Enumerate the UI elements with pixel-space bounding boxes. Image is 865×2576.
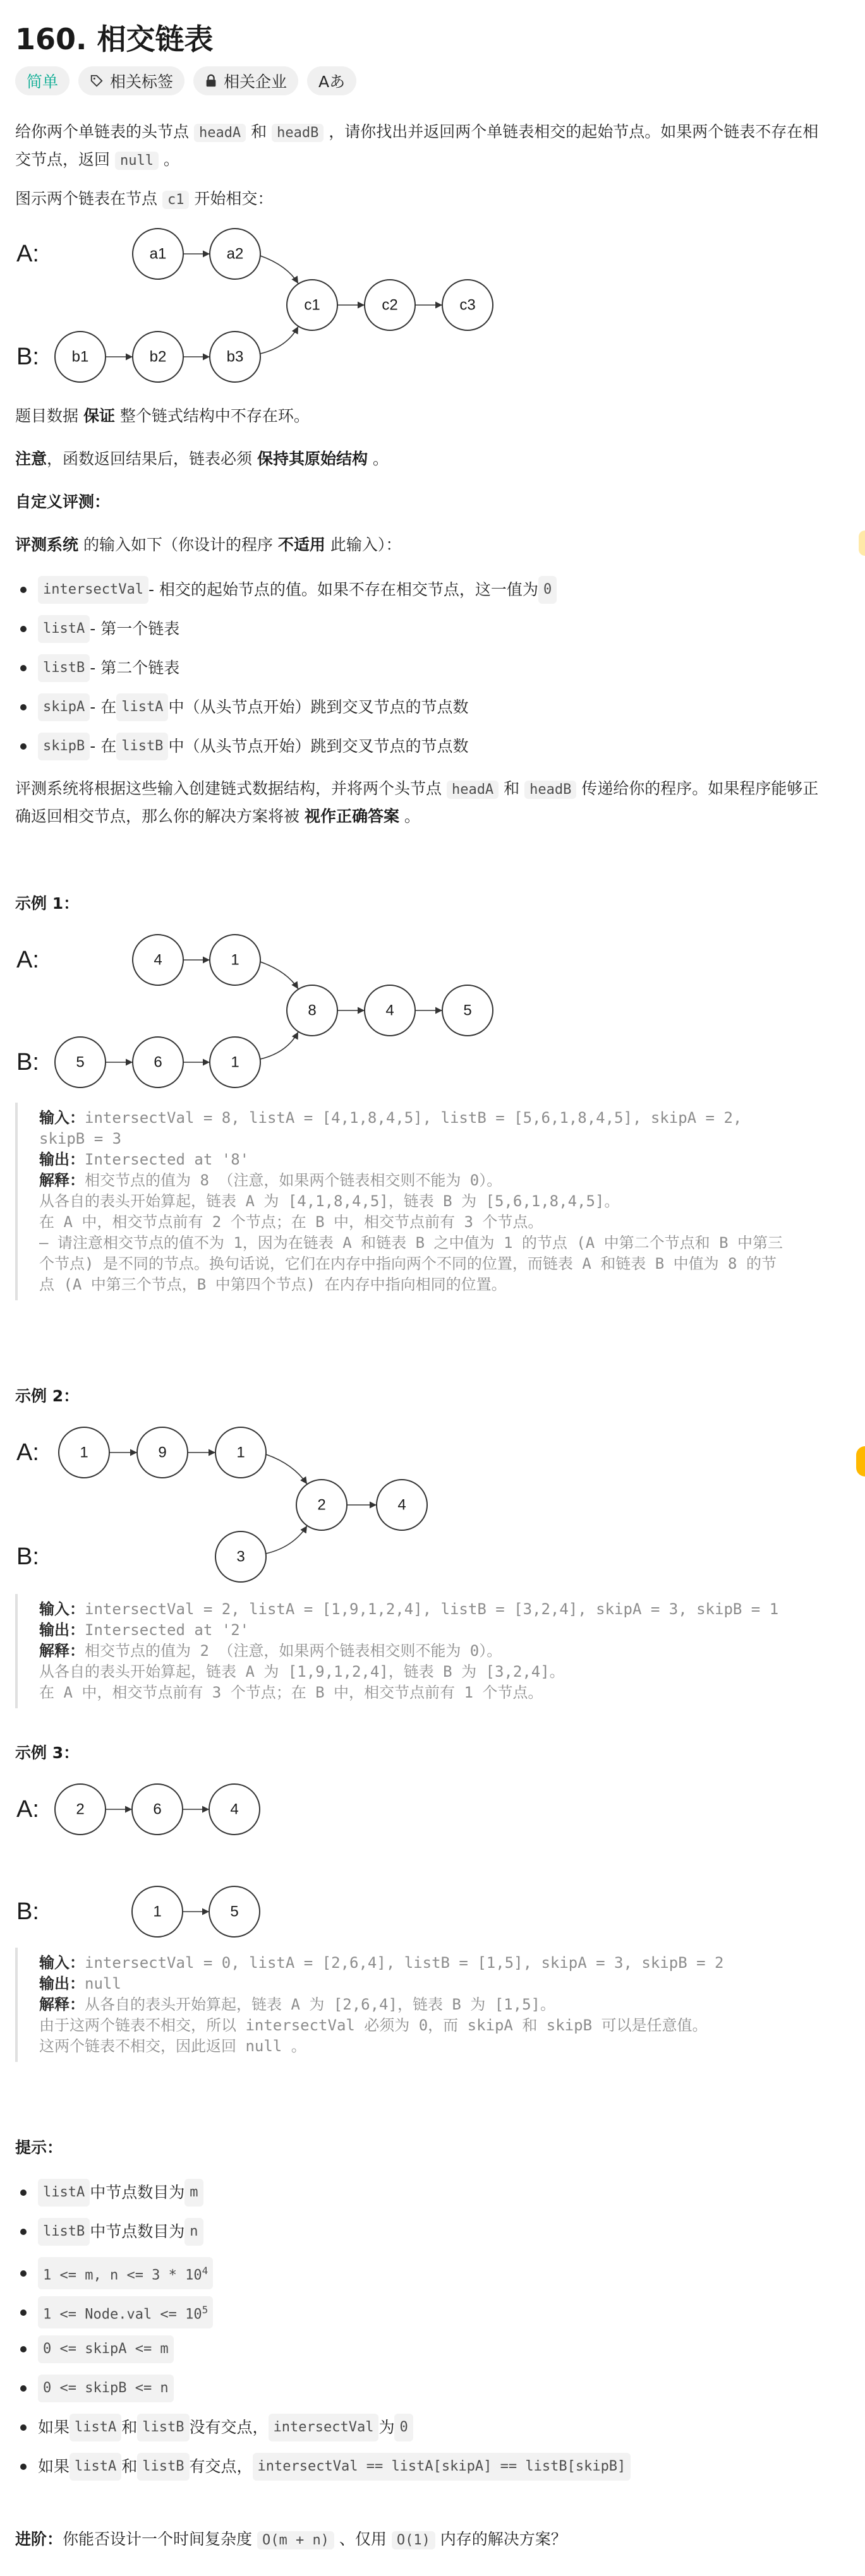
node-a1: [133, 935, 183, 985]
custom-judge-heading: 自定义评测：: [15, 493, 111, 511]
node-b1: [55, 1037, 106, 1087]
node-label: 4: [397, 1496, 406, 1514]
node-a1: [133, 229, 183, 279]
intersection-diagram: [15, 221, 508, 392]
node-label: 4: [154, 951, 162, 969]
node-c2: [365, 985, 415, 1036]
node-label: 1: [80, 1444, 88, 1461]
node-label: 5: [463, 1002, 472, 1019]
link-arrow: [266, 1454, 307, 1484]
node-label: c1: [304, 296, 320, 314]
judge-output-note: 评测系统将根据这些输入创建链式数据结构，并将两个头节点 headA 和 headB 传递给你的程序。如果程序能够正 确返回相交节点，那么你的解决方案将被 视作正确答案 。: [15, 779, 819, 825]
example-1-block: 输入：intersectVal = 8, listA = [4,1,8,4,5], listB = [5,6,1,8,4,5], skipA = 2, skipB = 3 输出：Intersected at '8' 解释：相交节点的值为 8 （注意，如果两个链表相交则不能为 0）。 从各自的表头开始算起，链表 A 为 [4,1,8,4,5]，链表 B 为 [5,6,1,8,4,5]。 在 A 中，相交节点前有 2 个节点；在 B 中，相交节点前有 3 个节点。 — 请注意相交节点的值不为 1，因为在链表 A 和链表 B 之中值为 1 的节点 (A 中第二个节点和 B 中第三 个节点) 是不同的节点。换句话说，它们在内存中指向两个不同的位置，而链表 A 和链表 B 中值为 8 的节 点 (A 中第三个节点，B 中第四个节点) 在内存中指向相同的位置。: [15, 1103, 861, 1300]
node-label: c2: [382, 296, 398, 314]
structure-note: 注意，函数返回结果后，链表必须 保持其原始结构 。: [15, 450, 389, 468]
node-b2: [133, 1037, 183, 1087]
side-decoration: [859, 530, 865, 556]
tag-bar: [15, 66, 356, 95]
node-label: 6: [154, 1053, 162, 1071]
link-arrow: [266, 1526, 307, 1554]
node-a1: [55, 1784, 106, 1835]
list-item: listA 中节点数目为 m: [15, 2179, 203, 2207]
list-item: 如果 listA 和 listB 没有交点， intersectVal 为 0: [15, 2414, 413, 2441]
node-label: c3: [459, 296, 476, 314]
node-c3: [442, 985, 493, 1036]
node-label: 4: [230, 1800, 239, 1818]
node-label: b3: [226, 348, 244, 366]
node-c3: [442, 280, 493, 330]
example-3-block: 输入：intersectVal = 0, listA = [2,6,4], listB = [1,5], skipA = 3, skipB = 2 输出：null 解释：从各自的表头开始算起，链表 A 为 [2,6,4]，链表 B 为 [1,5]。 由于这两个链表不相交，所以 intersectVal 必须为 0，而 skipA 和 skipB 可以是任意值。 这两个链表不相交，因此返回 null 。: [15, 1948, 861, 2062]
tag-icon: [90, 74, 104, 88]
hints-heading: 提示：: [15, 2138, 63, 2157]
node-label: 1: [153, 1903, 162, 1920]
no-cycle-note: 题目数据 保证 整个链式结构中不存在环。: [15, 407, 310, 425]
node-b3: [210, 332, 260, 382]
node-label: a2: [226, 245, 244, 263]
example-2-block: 输入：intersectVal = 2, listA = [1,9,1,2,4], listB = [3,2,4], skipA = 3, skipB = 1 输出：Intersected at '2' 解释：相交节点的值为 2 （注意，如果两个链表相交则不能为 0）。 从各自的表头开始算起，链表 A 为 [1,9,1,2,4]，链表 B 为 [3,2,4]。 在 A 中，相交节点前有 3 个节点；在 B 中，相交节点前有 1 个节点。: [15, 1594, 861, 1708]
node-label: 5: [230, 1903, 239, 1920]
node-a3: [215, 1427, 266, 1478]
node-label: 4: [385, 1002, 394, 1019]
link-arrow: [260, 962, 298, 989]
list-item: intersectVal - 相交的起始节点的值。如果不存在相交节点，这一值为 0: [15, 576, 557, 604]
node-label: 3: [236, 1548, 245, 1566]
node-label: 8: [308, 1002, 317, 1019]
list-item: skipA - 在 listA 中（从头节点开始）跳到交叉节点的节点数: [15, 693, 468, 721]
node-c1: [296, 1480, 347, 1530]
node-b1: [55, 332, 106, 382]
font-size-button[interactable]: [307, 66, 356, 95]
lock-icon: [205, 74, 217, 88]
example-3-diagram: [15, 1771, 521, 1942]
description-paragraph: 给你两个单链表的头节点 headA 和 headB ，请你找出并返回两个单链表相交的起始节点。如果两个链表不存在相 交节点，返回 null 。: [15, 123, 819, 169]
list-item: listB - 第二个链表: [15, 654, 179, 682]
list-item: skipB - 在 listB 中（从头节点开始）跳到交叉节点的节点数: [15, 733, 468, 760]
list-item: listA - 第一个链表: [15, 615, 179, 643]
node-b1: [132, 1886, 183, 1937]
list-item: listB 中节点数目为 n: [15, 2218, 203, 2246]
node-label: 2: [317, 1496, 326, 1514]
list-item: 如果 listA 和 listB 有交点， intersectVal == listA[skipA] == listB[skipB]: [15, 2453, 631, 2481]
node-a2: [210, 935, 260, 985]
node-label: 9: [158, 1444, 167, 1461]
list-b-label: B:: [16, 1049, 39, 1075]
list-item: 0 <= skipA <= m: [15, 2335, 174, 2363]
example-2-heading: 示例 2：: [15, 1387, 80, 1405]
list-a-label: A:: [16, 241, 39, 267]
node-b1: [215, 1531, 266, 1582]
node-label: a1: [149, 245, 167, 263]
node-c1: [287, 280, 337, 330]
list-a-label: A:: [16, 947, 39, 973]
link-arrow: [260, 1032, 298, 1059]
figure-caption: 图示两个链表在节点 c1 开始相交：: [15, 189, 274, 208]
side-decoration: [856, 1446, 865, 1477]
judge-input-intro: 评测系统 的输入如下（你设计的程序 不适用 此输入）：: [15, 536, 402, 554]
related-tags-button[interactable]: 相关标签: [78, 66, 184, 95]
list-b-label: B:: [16, 1898, 39, 1925]
node-label: b2: [149, 348, 167, 366]
node-b2: [133, 332, 183, 382]
related-companies-button[interactable]: 相关企业: [193, 66, 298, 95]
node-c2: [377, 1480, 427, 1530]
node-a3: [209, 1784, 260, 1835]
node-label: 1: [236, 1444, 245, 1461]
node-label: 2: [76, 1800, 85, 1818]
node-label: 5: [76, 1053, 85, 1071]
example-1-heading: 示例 1：: [15, 894, 80, 913]
list-b-label: B:: [16, 344, 39, 370]
node-a1: [59, 1427, 109, 1478]
list-b-label: B:: [16, 1543, 39, 1570]
node-label: 6: [153, 1800, 162, 1818]
node-c1: [287, 985, 337, 1036]
node-b3: [210, 1037, 260, 1087]
node-a2: [137, 1427, 188, 1478]
node-a2: [210, 229, 260, 279]
example-2-diagram: [15, 1415, 521, 1585]
link-arrow: [260, 256, 298, 284]
node-label: 1: [231, 951, 239, 969]
list-a-label: A:: [16, 1439, 39, 1466]
follow-up: 进阶：你能否设计一个时间复杂度 O(m + n) 、仅用 O(1) 内存的解决方案？: [15, 2530, 567, 2548]
node-label: 1: [231, 1053, 239, 1071]
node-a2: [132, 1784, 183, 1835]
list-item: 0 <= skipB <= n: [15, 2375, 174, 2402]
node-label: b1: [71, 348, 89, 366]
difficulty-badge[interactable]: 简单: [15, 66, 70, 95]
page-title: 160. 相交链表: [15, 22, 214, 56]
node-c2: [365, 280, 415, 330]
list-item: 1 <= m, $n <= 3 * 10^4$: [15, 2257, 213, 2289]
font-size-icon: Aあ: [318, 73, 346, 91]
example-1-diagram: [15, 922, 521, 1093]
list-a-label: A:: [16, 1796, 39, 1823]
link-arrow: [260, 326, 298, 354]
example-3-heading: 示例 3：: [15, 1744, 80, 1762]
list-item: 1 <= Node.val <= $10^5$: [15, 2296, 213, 2328]
node-b2: [209, 1886, 260, 1937]
